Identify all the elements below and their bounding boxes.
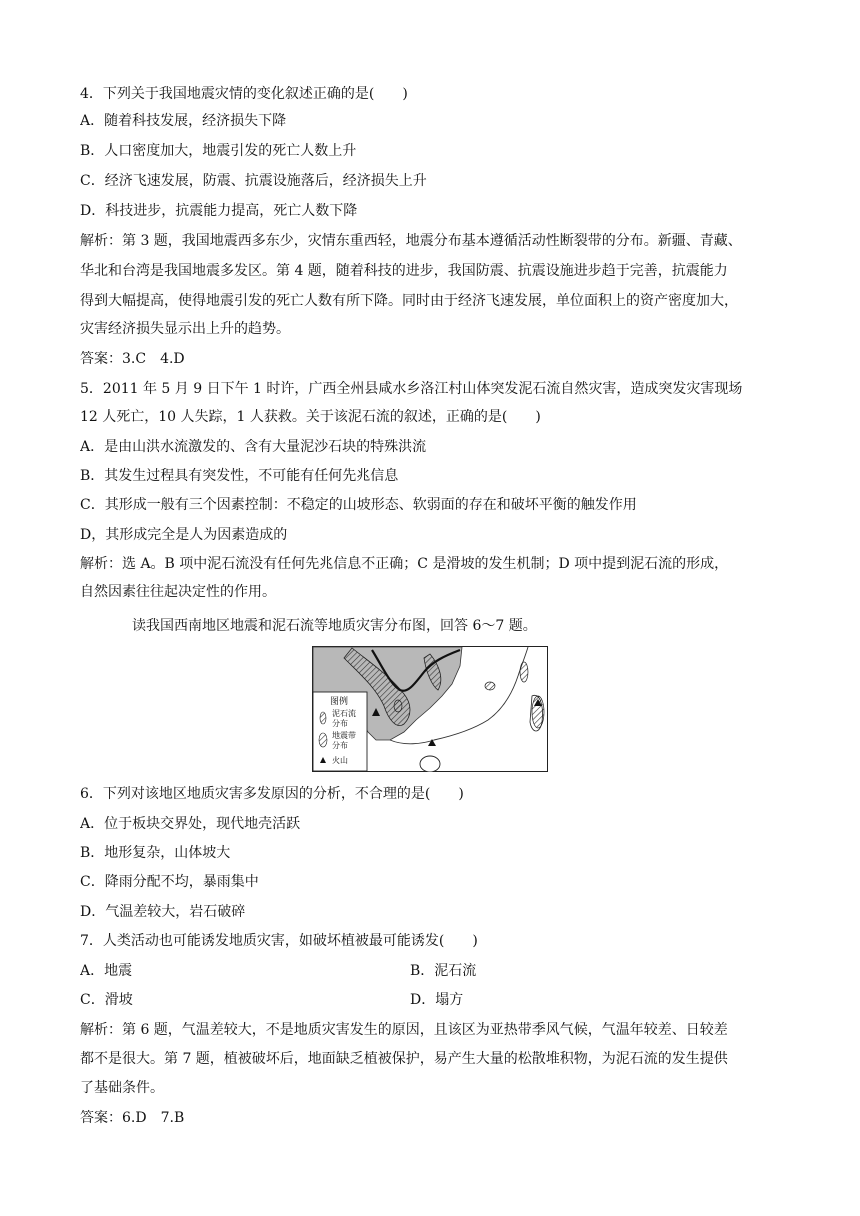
analysis-line: 解析：选 A。B 项中泥石流没有任何先兆信息不正确；C 是滑坡的发生机制；D 项中提到泥石流的形成，	[80, 556, 729, 572]
legend-debris-symbol	[320, 712, 326, 724]
q4-stem: 4．下列关于我国地震灾情的变化叙述正确的是( )	[80, 86, 408, 102]
q4-option-a: A．随着科技发展，经济损失下降	[80, 113, 287, 129]
legend-quake-symbol	[319, 733, 327, 747]
q6-option-d: D．气温差较大，岩石破碎	[80, 904, 246, 920]
q7-option-c: C．滑坡	[80, 992, 133, 1008]
q6-option-a: A．位于板块交界处，现代地壳活跃	[80, 816, 301, 832]
legend-title: 图例	[330, 697, 349, 707]
analysis-line: 华北和台湾是我国地震多发区。第 4 题，随着科技的进步，我国防震、抗震设施进步趋于完善，抗震能力	[80, 263, 728, 279]
q5-option-d: D，其形成完全是人为因素造成的	[80, 527, 288, 543]
analysis-line: 自然因素往往起决定性的作用。	[80, 584, 276, 600]
legend-label-distribution: 分布	[332, 719, 348, 728]
q7-option-d: D．塌方	[410, 992, 464, 1008]
debris-flow-patch	[394, 700, 402, 712]
analysis-line: 得到大幅提高，使得地震引发的死亡人数有所下降。同时由于经济飞速发展，单位面积上的资产密度加大，	[80, 293, 738, 309]
q4-option-c: C．经济飞速发展，防震、抗震设施落后，经济损失上升	[80, 173, 427, 189]
q4-option-d: D．科技进步，抗震能力提高，死亡人数下降	[80, 203, 358, 219]
figure-intro: 读我国西南地区地震和泥石流等地质灾害分布图，回答 6～7 题。	[132, 618, 537, 634]
disaster-map	[312, 646, 548, 772]
analysis-line: 灾害经济损失显示出上升的趋势。	[80, 321, 290, 337]
disaster-map-svg	[312, 646, 548, 772]
island	[420, 756, 440, 772]
analysis-line: 解析：第 6 题，气温差较大，不是地质灾害发生的原因，且该区为亚热带季风气候，气温年较差、日较差	[80, 1022, 728, 1038]
q5-stem-line: 5．2011 年 5 月 9 日下午 1 时许，广西全州县咸水乡洛江村山体突发泥石流自然灾害，造成突发灾害现场	[80, 381, 743, 397]
q6-stem-before: 6．下列对该地区地质灾害多发原因的分析，	[80, 786, 355, 802]
answer-line: 答案：3.C 4.D	[80, 351, 185, 367]
q6-stem-after: 合理的是( )	[368, 786, 464, 802]
analysis-line: 解析：第 3 题，我国地震西多东少，灾情东重西轻，地震分布基本遵循活动性断裂带的分布。新疆、青藏、	[80, 233, 742, 249]
q6-option-c: C．降雨分配不均，暴雨集中	[80, 874, 259, 890]
q5-option-c: C．其形成一般有三个因素控制：不稳定的山坡形态、软弱面的存在和破坏平衡的触发作用	[80, 497, 637, 513]
q6-stem-emphasis: 不	[354, 786, 369, 802]
q7-stem: 7．人类活动也可能诱发地质灾害，如破坏植被最可能诱发( )	[80, 933, 478, 949]
answer-line: 答案：6.D 7.B	[80, 1110, 185, 1126]
q7-option-b: B．泥石流	[410, 963, 477, 979]
q4-option-b: B．人口密度加大，地震引发的死亡人数上升	[80, 143, 357, 159]
legend-label-distribution: 分布	[332, 741, 348, 750]
analysis-line: 都不是很大。第 7 题，植被破坏后，地面缺乏植被保护，易产生大量的松散堆积物，为泥石流的发生提供	[80, 1051, 728, 1067]
q7-option-a: A．地震	[80, 963, 133, 979]
q5-stem-line: 12 人死亡，10 人失踪，1 人获救。关于该泥石流的叙述，正确的是( )	[80, 409, 541, 425]
legend-label-volcano: 火山	[332, 756, 348, 765]
debris-flow-patch	[520, 662, 528, 682]
debris-flow-patch	[485, 682, 495, 690]
legend-label-quake: 地震带	[332, 731, 356, 740]
q5-option-b: B．其发生过程具有突发性，不可能有任何先兆信息	[80, 468, 399, 484]
legend-label-debris: 泥石流	[332, 709, 356, 718]
q6-option-b: B．地形复杂，山体坡大	[80, 845, 231, 861]
q6-stem	[80, 785, 784, 803]
q5-option-a: A．是由山洪水流激发的、含有大量泥沙石块的特殊洪流	[80, 439, 427, 455]
analysis-line: 了基础条件。	[80, 1080, 164, 1096]
